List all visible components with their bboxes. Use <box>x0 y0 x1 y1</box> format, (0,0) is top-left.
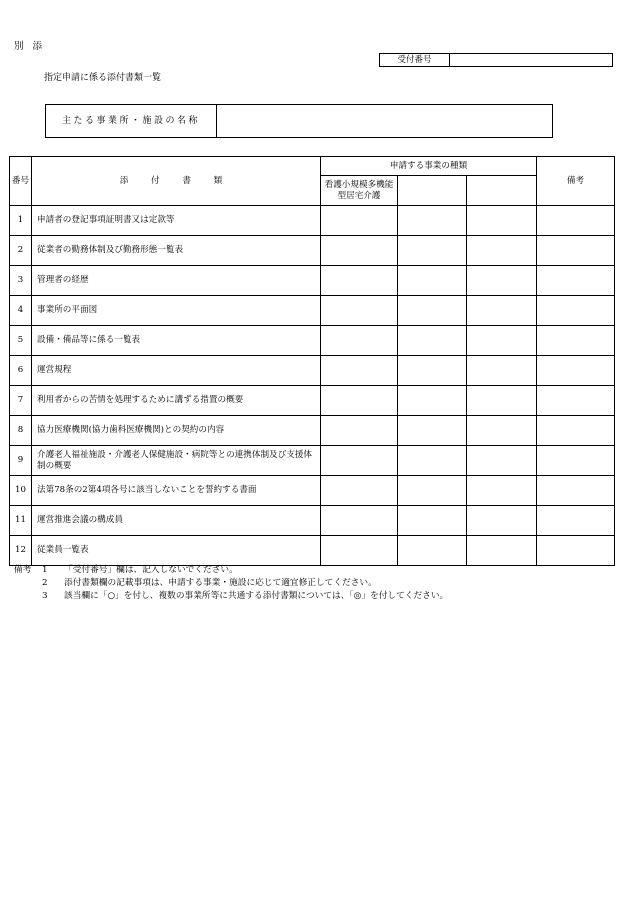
service-check-cell-1[interactable] <box>321 386 398 416</box>
service-check-cell-3[interactable] <box>467 506 537 536</box>
attachment-label: 別 添 <box>14 41 46 52</box>
remarks-cell[interactable] <box>537 236 615 266</box>
row-document: 従業者の勤務体制及び勤務形態一覧表 <box>32 236 321 266</box>
service-check-cell-3[interactable] <box>467 476 537 506</box>
service-check-cell-1[interactable] <box>321 536 398 566</box>
attachment-table <box>9 156 615 566</box>
remarks-cell[interactable] <box>537 506 615 536</box>
service-check-cell-1[interactable] <box>321 326 398 356</box>
row-document: 運営規程 <box>32 356 321 386</box>
note-number: 3 <box>42 591 48 601</box>
table-row <box>10 236 615 266</box>
row-document: 運営推進会議の構成員 <box>32 506 321 536</box>
note-number: 2 <box>42 578 48 588</box>
row-number: 1 <box>10 206 32 236</box>
service-check-cell-3[interactable] <box>467 356 537 386</box>
service-check-cell-2[interactable] <box>398 326 467 356</box>
header-document: 添 付 書 類 <box>32 157 321 206</box>
service-check-cell-1[interactable] <box>321 416 398 446</box>
row-number: 3 <box>10 266 32 296</box>
row-number: 12 <box>10 536 32 566</box>
notes-heading: 備考 <box>14 565 32 575</box>
remarks-cell[interactable] <box>537 416 615 446</box>
receipt-number-box <box>379 53 613 67</box>
header-number: 番号 <box>10 157 32 206</box>
row-number: 11 <box>10 506 32 536</box>
header-service-column-2 <box>398 176 467 206</box>
receipt-number-label: 受付番号 <box>380 54 450 66</box>
service-check-cell-2[interactable] <box>398 296 467 326</box>
table-row <box>10 266 615 296</box>
note-row-2 <box>14 577 448 590</box>
row-document: 法第78条の2第4項各号に該当しないことを誓約する書面 <box>32 476 321 506</box>
service-check-cell-2[interactable] <box>398 416 467 446</box>
row-number: 6 <box>10 356 32 386</box>
remarks-cell[interactable] <box>537 446 615 476</box>
receipt-number-field[interactable] <box>450 54 612 66</box>
service-check-cell-1[interactable] <box>321 356 398 386</box>
service-check-cell-2[interactable] <box>398 236 467 266</box>
row-document: 利用者からの苦情を処理するために講ずる措置の概要 <box>32 386 321 416</box>
note-text: 該当欄に「○」を付し、複数の事業所等に共通する添付書類については、「◎」を付してください。 <box>64 591 449 601</box>
notes <box>14 564 448 603</box>
row-document: 設備・備品等に係る一覧表 <box>32 326 321 356</box>
remarks-cell[interactable] <box>537 266 615 296</box>
service-check-cell-2[interactable] <box>398 476 467 506</box>
header-remarks: 備考 <box>537 157 615 206</box>
service-check-cell-3[interactable] <box>467 296 537 326</box>
service-check-cell-1[interactable] <box>321 206 398 236</box>
service-check-cell-1[interactable] <box>321 476 398 506</box>
row-number: 2 <box>10 236 32 266</box>
row-number: 10 <box>10 476 32 506</box>
service-check-cell-2[interactable] <box>398 266 467 296</box>
table-row <box>10 416 615 446</box>
service-check-cell-1[interactable] <box>321 506 398 536</box>
remarks-cell[interactable] <box>537 206 615 236</box>
service-check-cell-1[interactable] <box>321 446 398 476</box>
service-check-cell-1[interactable] <box>321 296 398 326</box>
header-service-types: 申請する事業の種類 <box>321 157 537 176</box>
service-check-cell-3[interactable] <box>467 446 537 476</box>
document-title: 指定申請に係る添付書類一覧 <box>44 73 162 83</box>
note-number: 1 <box>42 565 48 575</box>
remarks-cell[interactable] <box>537 326 615 356</box>
remarks-cell[interactable] <box>537 386 615 416</box>
facility-name-field[interactable] <box>217 105 552 137</box>
row-number: 7 <box>10 386 32 416</box>
header-service-column-1: 看護小規模多機能型居宅介護 <box>321 176 398 206</box>
service-check-cell-2[interactable] <box>398 386 467 416</box>
row-number: 4 <box>10 296 32 326</box>
service-check-cell-2[interactable] <box>398 206 467 236</box>
remarks-cell[interactable] <box>537 356 615 386</box>
note-row-1 <box>14 564 448 577</box>
row-document: 事業所の平面図 <box>32 296 321 326</box>
table-row <box>10 506 615 536</box>
note-row-3 <box>14 590 448 603</box>
service-check-cell-3[interactable] <box>467 386 537 416</box>
service-check-cell-3[interactable] <box>467 236 537 266</box>
service-check-cell-2[interactable] <box>398 446 467 476</box>
service-check-cell-3[interactable] <box>467 206 537 236</box>
table-row <box>10 536 615 566</box>
note-text: 「受付番号」欄は、記入しないでください。 <box>64 565 238 575</box>
service-check-cell-2[interactable] <box>398 356 467 386</box>
service-check-cell-1[interactable] <box>321 236 398 266</box>
service-check-cell-3[interactable] <box>467 266 537 296</box>
table-row <box>10 296 615 326</box>
remarks-cell[interactable] <box>537 536 615 566</box>
service-check-cell-3[interactable] <box>467 326 537 356</box>
table-row <box>10 386 615 416</box>
remarks-cell[interactable] <box>537 296 615 326</box>
service-check-cell-3[interactable] <box>467 536 537 566</box>
row-document: 従業員一覧表 <box>32 536 321 566</box>
remarks-cell[interactable] <box>537 476 615 506</box>
service-check-cell-3[interactable] <box>467 416 537 446</box>
note-text: 添付書類欄の記載事項は、申請する事業・施設に応じて適宜修正してください。 <box>64 578 377 588</box>
row-document: 管理者の経歴 <box>32 266 321 296</box>
row-number: 5 <box>10 326 32 356</box>
table-row <box>10 356 615 386</box>
row-number: 9 <box>10 446 32 476</box>
header-service-column-3 <box>467 176 537 206</box>
table-row <box>10 206 615 236</box>
table-row <box>10 446 615 476</box>
service-check-cell-1[interactable] <box>321 266 398 296</box>
facility-name-label: 主たる事業所・施設の名称 <box>46 105 217 137</box>
row-document: 介護老人福祉施設・介護老人保健施設・病院等との連携体制及び支援体制の概要 <box>32 446 321 476</box>
service-check-cell-2[interactable] <box>398 506 467 536</box>
row-number: 8 <box>10 416 32 446</box>
row-document: 協力医療機関(協力歯科医療機関)との契約の内容 <box>32 416 321 446</box>
table-row <box>10 326 615 356</box>
facility-name-box <box>45 104 553 138</box>
table-row <box>10 476 615 506</box>
service-check-cell-2[interactable] <box>398 536 467 566</box>
row-document: 申請者の登記事項証明書又は定款等 <box>32 206 321 236</box>
